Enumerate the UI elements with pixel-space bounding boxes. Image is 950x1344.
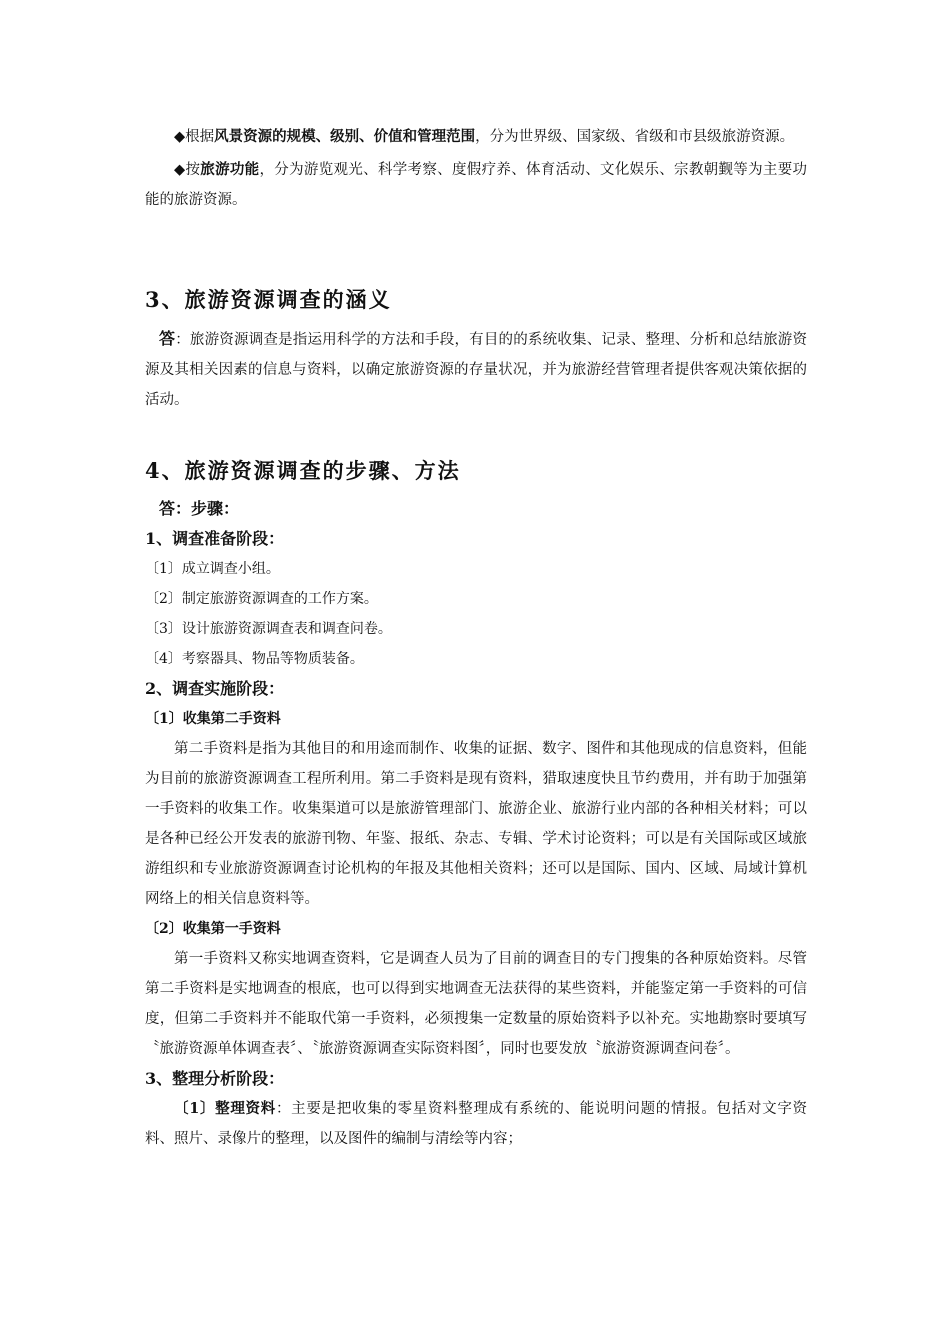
stage-2-sub1-title: 〔1〕收集第二手资料: [145, 711, 281, 727]
stage-1-item: 〔2〕制定旅游资源调查的工作方案。: [145, 591, 378, 607]
bullet-item-scale: ◆根据风景资源的规模、级别、价值和管理范围，分为世界级、国家级、省级和市县级旅游资源。: [174, 128, 795, 145]
stage-3-sub1: 〔1〕整理资料：主要是把收集的零星资料整理成有系统的、能说明问题的情报。包括对文字资料、照片、录像片的整理，以及图件的编制与清绘等内容；: [145, 1100, 808, 1147]
stage-1-item: 〔1〕成立调查小组。: [145, 561, 280, 577]
stage-1-item: 〔4〕考察器具、物品等物质装备。: [145, 651, 364, 667]
bullet-item-function: ◆按旅游功能，分为游览观光、科学考察、度假疗养、体育活动、文化娱乐、宗教朝觐等为主要功能的旅游资源。: [145, 161, 808, 208]
bullet-list: [145, 122, 807, 215]
stage-1-item: 〔3〕设计旅游资源调查表和调查问卷。: [145, 621, 392, 637]
section-4-answer-label: 答：步骤：: [159, 499, 240, 518]
section-4: [145, 456, 807, 1154]
stage-3-title: 3、整理分析阶段：: [145, 1069, 285, 1088]
stage-2-sub2-text: 第一手资料又称实地调查资料，它是调查人员为了目前的调查目的专门搜集的各种原始资料。尽管第二手资料是实地调查的根底，也可以得到实地调查无法获得的某些资料，并能鉴定第一手资料的可信度，但第二手资料并不能取代第一手资料，必须搜集一定数量的原始资料予以补充。实地勘察时要填写〝旅游资源单体调查表〞、〝旅游资源调查实际资料图〞，同时也要发放〝旅游资源调查问卷〞。: [145, 951, 807, 1057]
section-3: [145, 285, 807, 415]
section-4-heading: 4、旅游资源调查的步骤、方法: [145, 458, 461, 483]
stage-1-title: 1、调查准备阶段：: [145, 529, 285, 548]
section-3-heading: 3、旅游资源调查的涵义: [145, 287, 392, 312]
stage-2-sub1-text: 第二手资料是指为其他目的和用途而制作、收集的证据、数字、图件和其他现成的信息资料，但能为目前的旅游资源调查工程所利用。第二手资料是现有资料，猎取速度快且节约费用，并有助于加强第一手资料的收集工作。收集渠道可以是旅游管理部门、旅游企业、旅游行业内部的各种相关材料；可以是各种已经公开发表的旅游刊物、年鉴、报纸、杂志、专辑、学术讨论资料；可以是有关国际或区域旅游组织和专业旅游资源调查讨论机构的年报及其他相关资料；还可以是国际、国内、区域、局域计算机网络上的相关信息资料等。: [145, 741, 807, 907]
stage-2-sub2-title: 〔2〕收集第一手资料: [145, 921, 281, 937]
stage-2-title: 2、调查实施阶段：: [145, 679, 285, 698]
section-3-answer: 答：旅游资源调查是指运用科学的方法和手段，有目的的系统收集、记录、整理、分析和总结旅游资源及其相关因素的信息与资料，以确定旅游资源的存量状况，并为旅游经营管理者提供客观决策依据的活动。: [145, 329, 807, 408]
